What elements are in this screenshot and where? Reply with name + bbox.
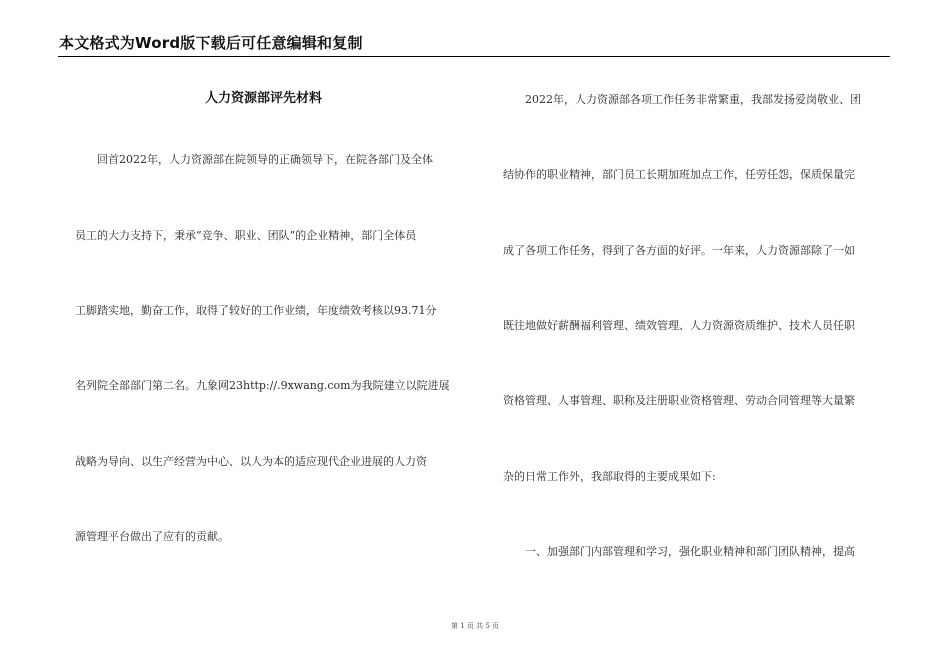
paragraph-line: 名列院全部部门第二名。九象网23http://.9xwang.com为我院建立以院进展 [75, 379, 450, 392]
paragraph-line: 2022年，人力资源部各项工作任务非常繁重，我部发扬爱岗敬业、团 [503, 93, 861, 106]
right-column [503, 0, 885, 672]
page-number-footer: 第 1 页 共 5 页 [450, 622, 500, 630]
paragraph-line: 一、加强部门内部管理和学习，强化职业精神和部门团队精神，提高 [503, 545, 855, 558]
left-column [75, 0, 467, 672]
paragraph-line: 回首2022年，人力资源部在院领导的正确领导下，在院各部门及全体 [75, 153, 433, 166]
paragraph-line: 战略为导向、以生产经营为中心、以人为本的适应现代企业进展的人力资 [75, 455, 427, 468]
document-title: 人力资源部评先材料 [205, 91, 323, 106]
paragraph-line: 工脚踏实地，勤奋工作，取得了较好的工作业绩，年度绩效考核以93.71分 [75, 304, 437, 317]
paragraph-line: 源管理平台做出了应有的贡献。 [75, 530, 229, 543]
paragraph-line: 杂的日常工作外，我部取得的主要成果如下: [503, 470, 716, 483]
paragraph-line: 既往地做好薪酬福利管理、绩效管理、人力资源资质维护、技术人员任职 [503, 319, 855, 332]
paragraph-line: 结协作的职业精神，部门员工长期加班加点工作，任劳任怨，保质保量完 [503, 168, 855, 181]
paragraph-line: 成了各项工作任务，得到了各方面的好评。一年来，人力资源部除了一如 [503, 244, 855, 257]
banner-text: 本文格式为Word版下载后可任意编辑和复制 [59, 34, 363, 52]
paragraph-line: 资格管理、人事管理、职称及注册职业资格管理、劳动合同管理等大量繁 [503, 394, 855, 407]
paragraph-line: 员工的大力支持下，秉承“竞争、职业、团队”的企业精神，部门全体员 [75, 229, 417, 242]
